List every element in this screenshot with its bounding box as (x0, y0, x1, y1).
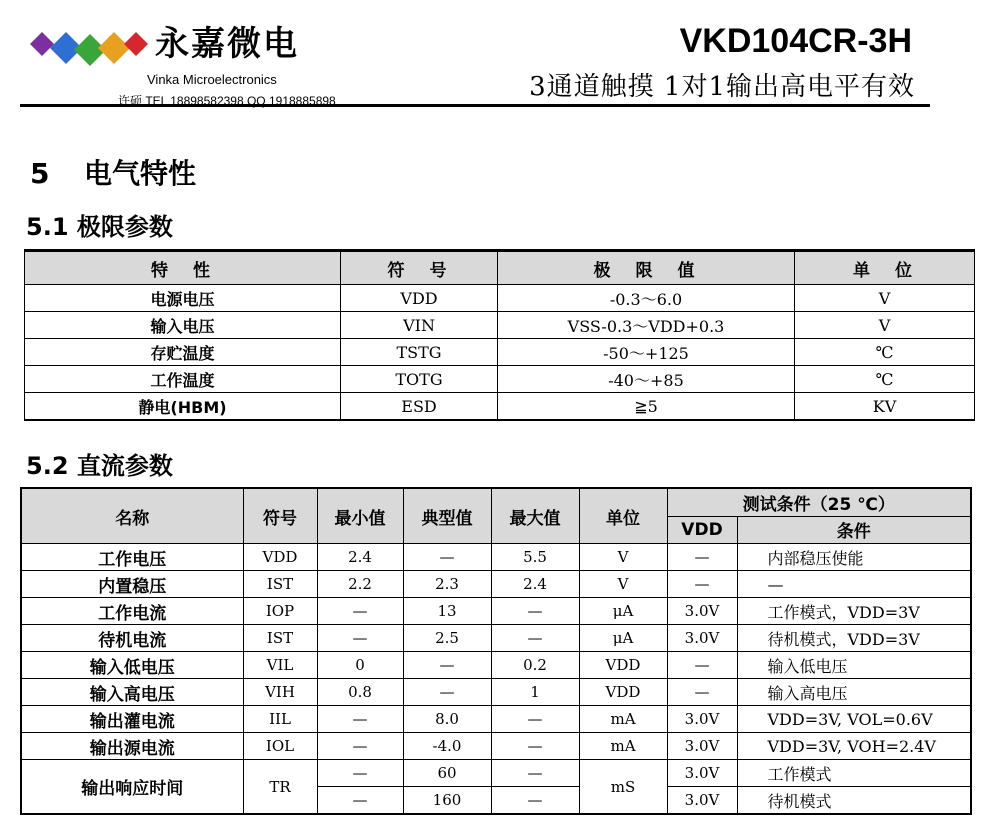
param-vdd: 3.0V (667, 706, 737, 733)
col-header-vdd: VDD (667, 516, 737, 544)
param-max: 1 (491, 679, 579, 706)
param-min: 2.4 (317, 544, 403, 571)
param-name: 内置稳压 (21, 571, 243, 598)
param-min: — (317, 760, 403, 787)
col-header-limit: 极 限 值 (498, 251, 795, 285)
logo-diamond-orange (98, 32, 130, 64)
table-row (21, 544, 971, 571)
dc-header-row-1 (21, 488, 971, 516)
table-row (25, 393, 975, 421)
logo-diamond-red (124, 32, 148, 56)
param-unit: μA (579, 625, 667, 652)
col-header-symbol: 符号 (243, 488, 317, 544)
param-min: — (317, 706, 403, 733)
param-symbol: IIL (243, 706, 317, 733)
section-number: 5 (30, 157, 50, 190)
param-name: 输入高电压 (21, 679, 243, 706)
col-header-name: 名称 (21, 488, 243, 544)
param-unit: mA (579, 733, 667, 760)
param-name: 输入电压 (25, 312, 341, 339)
col-header-test-conditions: 测试条件（25 ℃） (667, 488, 971, 516)
param-condition: — (737, 571, 971, 598)
param-condition: VDD=3V, VOH=2.4V (737, 733, 971, 760)
param-typ: 8.0 (403, 706, 491, 733)
param-max: 5.5 (491, 544, 579, 571)
col-header-max: 最大值 (491, 488, 579, 544)
table-row (25, 285, 975, 312)
param-symbol: IOL (243, 733, 317, 760)
param-symbol: VIN (341, 312, 498, 339)
abs-max-table (24, 249, 975, 421)
param-condition: 待机模式，VDD=3V (737, 625, 971, 652)
dc-table (20, 487, 972, 815)
param-min: — (317, 625, 403, 652)
param-min: — (317, 787, 403, 815)
table-row (21, 598, 971, 625)
param-vdd: — (667, 544, 737, 571)
table-row (25, 366, 975, 393)
param-limit: -40～+85 (498, 366, 795, 393)
param-symbol: VIH (243, 679, 317, 706)
param-unit: μA (579, 598, 667, 625)
param-name: 输出灌电流 (21, 706, 243, 733)
param-max: 2.4 (491, 571, 579, 598)
table-row (21, 652, 971, 679)
param-condition: 输入高电压 (737, 679, 971, 706)
vinka-logo (30, 28, 148, 88)
param-max: 0.2 (491, 652, 579, 679)
contact-info: 许硕 TEL 18898582398 QQ 1918885898 (118, 94, 336, 108)
table-row (21, 733, 971, 760)
param-limit: ≧5 (498, 393, 795, 421)
param-name: 工作温度 (25, 366, 341, 393)
param-symbol: IOP (243, 598, 317, 625)
param-unit: KV (795, 393, 975, 421)
param-name: 工作电流 (21, 598, 243, 625)
param-typ: — (403, 652, 491, 679)
model-number: VKD104CR-3H (679, 22, 912, 60)
param-name: 存贮温度 (25, 339, 341, 366)
section-heading (30, 152, 196, 192)
param-min: 0.8 (317, 679, 403, 706)
param-unit: ℃ (795, 339, 975, 366)
param-limit: -50～+125 (498, 339, 795, 366)
col-header-unit: 单 位 (795, 251, 975, 285)
table-row (21, 679, 971, 706)
param-typ: 160 (403, 787, 491, 815)
header-divider (20, 104, 930, 107)
param-unit: V (579, 571, 667, 598)
param-name: 静电(HBM) (25, 393, 341, 421)
param-max: — (491, 625, 579, 652)
param-vdd: 3.0V (667, 760, 737, 787)
col-header-symbol: 符 号 (341, 251, 498, 285)
param-condition: 工作模式 (737, 760, 971, 787)
col-header-unit: 单位 (579, 488, 667, 544)
param-min: 0 (317, 652, 403, 679)
param-min: 2.2 (317, 571, 403, 598)
param-symbol: TSTG (341, 339, 498, 366)
param-vdd: 3.0V (667, 787, 737, 815)
param-unit: mA (579, 706, 667, 733)
param-name: 输出源电流 (21, 733, 243, 760)
param-vdd: 3.0V (667, 733, 737, 760)
param-symbol: VDD (341, 285, 498, 312)
table-row (21, 571, 971, 598)
brand-name-cn: 永嘉微电 (155, 24, 299, 64)
param-typ: — (403, 544, 491, 571)
section-title: 电气特性 (84, 157, 197, 190)
col-header-characteristic: 特 性 (25, 251, 341, 285)
param-name: 待机电流 (21, 625, 243, 652)
param-name: 工作电压 (21, 544, 243, 571)
table-row (21, 760, 971, 787)
param-name: 电源电压 (25, 285, 341, 312)
table-row (21, 706, 971, 733)
param-symbol: IST (243, 571, 317, 598)
table-row (25, 312, 975, 339)
param-max: — (491, 760, 579, 787)
param-min: — (317, 733, 403, 760)
param-max: — (491, 733, 579, 760)
param-name: 输出响应时间 (21, 760, 243, 815)
param-condition: VDD=3V, VOL=0.6V (737, 706, 971, 733)
param-typ: — (403, 679, 491, 706)
param-vdd: — (667, 571, 737, 598)
param-vdd: 3.0V (667, 598, 737, 625)
param-min: — (317, 598, 403, 625)
product-subtitle: 3通道触摸 1对1输出高电平有效 (529, 72, 915, 102)
param-unit: ℃ (795, 366, 975, 393)
col-header-condition: 条件 (737, 516, 971, 544)
param-max: — (491, 598, 579, 625)
param-vdd: — (667, 679, 737, 706)
logo-diamond-purple (30, 32, 54, 56)
param-symbol: VIL (243, 652, 317, 679)
param-unit: mS (579, 760, 667, 815)
param-name: 输入低电压 (21, 652, 243, 679)
abs-max-header-row (25, 251, 975, 285)
param-max: — (491, 787, 579, 815)
param-unit: V (795, 312, 975, 339)
param-typ: 2.3 (403, 571, 491, 598)
param-vdd: 3.0V (667, 625, 737, 652)
abs-max-heading: 5.1 极限参数 (26, 213, 173, 241)
table-row (25, 339, 975, 366)
param-symbol: VDD (243, 544, 317, 571)
param-symbol: TOTG (341, 366, 498, 393)
param-symbol: TR (243, 760, 317, 815)
param-max: — (491, 706, 579, 733)
col-header-typ: 典型值 (403, 488, 491, 544)
param-condition: 工作模式，VDD=3V (737, 598, 971, 625)
table-row (21, 625, 971, 652)
param-typ: 60 (403, 760, 491, 787)
param-unit: V (579, 544, 667, 571)
param-typ: 13 (403, 598, 491, 625)
param-unit: VDD (579, 652, 667, 679)
param-symbol: IST (243, 625, 317, 652)
col-header-min: 最小值 (317, 488, 403, 544)
param-unit: V (795, 285, 975, 312)
param-limit: VSS-0.3～VDD+0.3 (498, 312, 795, 339)
dc-heading: 5.2 直流参数 (26, 452, 173, 480)
param-typ: 2.5 (403, 625, 491, 652)
param-symbol: ESD (341, 393, 498, 421)
param-unit: VDD (579, 679, 667, 706)
brand-name-en: Vinka Microelectronics (147, 72, 277, 87)
param-vdd: — (667, 652, 737, 679)
param-condition: 内部稳压使能 (737, 544, 971, 571)
param-limit: -0.3～6.0 (498, 285, 795, 312)
param-condition: 待机模式 (737, 787, 971, 815)
param-typ: -4.0 (403, 733, 491, 760)
param-condition: 输入低电压 (737, 652, 971, 679)
